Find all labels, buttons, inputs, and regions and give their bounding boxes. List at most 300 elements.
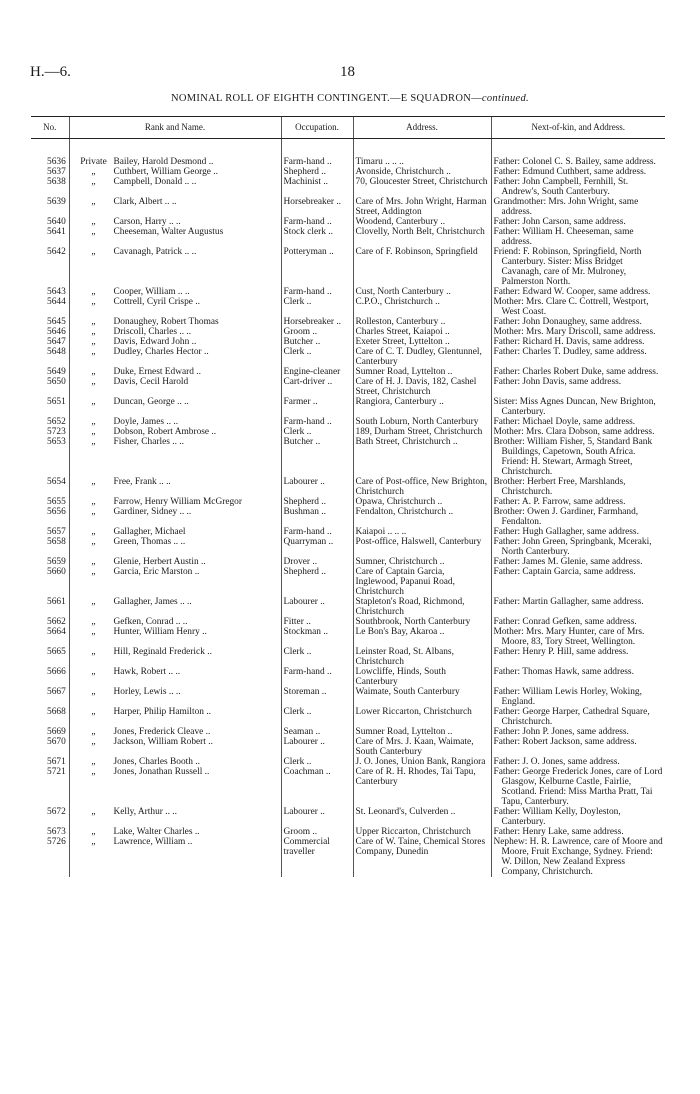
address-cell: J. O. Jones, Union Bank, Rangiora: [353, 757, 491, 767]
occupation-cell: Clerk ..: [281, 297, 353, 317]
next-of-kin-cell: Nephew: H. R. Lawrence, care of Moore and Moore, Fruit Exchange, Sydney. Friend: W. Dillon, New Zealand Express Company, Christchurch.: [491, 837, 665, 877]
name-text: Cooper, William .. ..: [113, 287, 190, 297]
occupation-cell: Farm-hand ..: [281, 157, 353, 167]
entry-number-cell: 5723: [47, 427, 66, 437]
name-text: Carson, Harry .. ..: [113, 217, 181, 227]
address-cell: Fendalton, Christchurch ..: [353, 507, 491, 527]
rank-text: „: [91, 537, 96, 547]
address-cell: Care of H. J. Davis, 182, Cashel Street, Christchurch: [353, 377, 491, 397]
rank-and-name-cell: [69, 707, 281, 727]
rank-text: „: [91, 707, 96, 717]
entry-number-cell: 5652: [47, 417, 66, 427]
entry-number-cell: 5665: [47, 647, 66, 657]
occupation-cell: Clerk ..: [281, 757, 353, 767]
occupation-cell: Engine-cleaner: [281, 367, 353, 377]
entry-number-cell: 5654: [47, 477, 66, 487]
name-text: Gallagher, Michael: [113, 527, 186, 537]
address-cell: Timaru .. .. ..: [353, 157, 491, 167]
table-row: [31, 287, 665, 297]
name-text: Jones, Jonathan Russell ..: [113, 767, 210, 777]
col-header-address: Address.: [353, 117, 491, 139]
rank-and-name-cell: [69, 217, 281, 227]
entry-number-cell: 5647: [47, 337, 66, 347]
entry-number-cell: 5662: [47, 617, 66, 627]
name-text: Gallagher, James .. ..: [113, 597, 192, 607]
entry-number-cell: 5664: [47, 627, 66, 637]
next-of-kin-cell: Father: John Campbell, Fernhill, St. Andrew's, South Canterbury.: [491, 177, 665, 197]
table-row: [31, 157, 665, 167]
next-of-kin-cell: Sister: Miss Agnes Duncan, New Brighton, Canterbury.: [491, 397, 665, 417]
table-row: [31, 837, 665, 877]
next-of-kin-cell: Father: Captain Garcia, same address.: [491, 567, 665, 597]
occupation-cell: Farm-hand ..: [281, 527, 353, 537]
address-cell: Waimate, South Canterbury: [353, 687, 491, 707]
entry-number-cell: 5646: [47, 327, 66, 337]
name-text: Fisher, Charles .. ..: [113, 437, 184, 447]
rank-text: „: [91, 437, 96, 447]
occupation-cell: Farm-hand ..: [281, 287, 353, 297]
rank-and-name-cell: [69, 597, 281, 617]
rank-text: „: [91, 427, 96, 437]
name-text: Clark, Albert .. ..: [113, 197, 177, 207]
rank-text: „: [91, 837, 96, 847]
next-of-kin-cell: Brother: Herbert Free, Marshlands, Christchurch.: [491, 477, 665, 497]
title-continued: continued.: [481, 93, 529, 104]
rank-and-name-cell: [69, 167, 281, 177]
title-text: NOMINAL ROLL OF EIGHTH CONTINGENT.—E SQUADRON—: [171, 93, 482, 104]
name-text: Cuthbert, William George ..: [113, 167, 218, 177]
occupation-cell: Stock clerk ..: [281, 227, 353, 247]
occupation-cell: Commercial traveller: [281, 837, 353, 877]
table-row: [31, 167, 665, 177]
entry-number-cell: 5650: [47, 377, 66, 387]
entry-number-cell: 5655: [47, 497, 66, 507]
rank-and-name-cell: [69, 567, 281, 597]
entry-number-cell: 5657: [47, 527, 66, 537]
header-spacer: [31, 139, 665, 158]
occupation-cell: Storeman ..: [281, 687, 353, 707]
rank-and-name-cell: [69, 527, 281, 537]
address-cell: Stapleton's Road, Richmond, Christchurch: [353, 597, 491, 617]
rank-and-name-cell: [69, 757, 281, 767]
occupation-cell: Shepherd ..: [281, 167, 353, 177]
rank-and-name-cell: [69, 617, 281, 627]
next-of-kin-cell: Mother: Mrs. Clara Dobson, same address.: [491, 427, 665, 437]
occupation-cell: Labourer ..: [281, 737, 353, 757]
rank-and-name-cell: [69, 737, 281, 757]
nominal-roll-table: [31, 116, 665, 877]
address-cell: Care of W. Taine, Chemical Stores Company, Dunedin: [353, 837, 491, 877]
table-row: [31, 757, 665, 767]
table-body: [31, 139, 665, 878]
address-cell: Opawa, Christchurch ..: [353, 497, 491, 507]
address-cell: Exeter Street, Lyttelton ..: [353, 337, 491, 347]
table-row: [31, 707, 665, 727]
address-cell: South Loburn, North Canterbury: [353, 417, 491, 427]
address-cell: Le Bon's Bay, Akaroa ..: [353, 627, 491, 647]
name-text: Green, Thomas .. ..: [113, 537, 186, 547]
name-text: Hill, Reginald Frederick ..: [113, 647, 212, 657]
name-text: Farrow, Henry William McGregor: [113, 497, 242, 507]
entry-number-cell: 5645: [47, 317, 66, 327]
entry-number-cell: 5639: [47, 197, 66, 207]
next-of-kin-cell: Brother: William Fisher, 5, Standard Bank Buildings, Capetown, South Africa. Friend: H. Stewart, Armagh Street, Christchurch.: [491, 437, 665, 477]
entry-number-cell: 5660: [47, 567, 66, 577]
name-text: Jones, Frederick Cleave ..: [113, 727, 211, 737]
entry-number-cell: 5643: [47, 287, 66, 297]
table-row: [31, 437, 665, 477]
entry-number-cell: 5667: [47, 687, 66, 697]
next-of-kin-cell: Father: Henry P. Hill, same address.: [491, 647, 665, 667]
rank-and-name-cell: [69, 297, 281, 317]
address-cell: Care of F. Robinson, Springfield: [353, 247, 491, 287]
entry-number-cell: 5671: [47, 757, 66, 767]
table-row: [31, 347, 665, 367]
occupation-cell: Potteryman ..: [281, 247, 353, 287]
table-row: [31, 667, 665, 687]
rank-and-name-cell: [69, 427, 281, 437]
address-cell: 70, Gloucester Street, Christchurch: [353, 177, 491, 197]
entry-number-cell: 5721: [47, 767, 66, 777]
occupation-cell: Fitter ..: [281, 617, 353, 627]
name-text: Hunter, William Henry ..: [113, 627, 207, 637]
entry-number-cell: 5638: [47, 177, 66, 187]
rank-text: „: [91, 347, 96, 357]
table-row: [31, 377, 665, 397]
name-text: Harper, Philip Hamilton ..: [113, 707, 212, 717]
address-cell: 189, Durham Street, Christchurch: [353, 427, 491, 437]
address-cell: C.P.O., Christchurch ..: [353, 297, 491, 317]
address-cell: Lowcliffe, Hinds, South Canterbury: [353, 667, 491, 687]
name-text: Cottrell, Cyril Crispe ..: [113, 297, 200, 307]
rank-text: „: [91, 377, 96, 387]
entry-number-cell: 5669: [47, 727, 66, 737]
occupation-cell: Butcher ..: [281, 337, 353, 347]
rank-text: „: [91, 647, 96, 657]
name-text: Cavanagh, Patrick .. ..: [113, 247, 197, 257]
next-of-kin-cell: Father: Charles T. Dudley, same address.: [491, 347, 665, 367]
occupation-cell: Horsebreaker ..: [281, 317, 353, 327]
table-row: [31, 177, 665, 197]
rank-text: „: [91, 477, 96, 487]
section-code: H.—6.: [30, 64, 71, 80]
rank-and-name-cell: [69, 667, 281, 687]
table-row: [31, 687, 665, 707]
rank-and-name-cell: [69, 537, 281, 557]
name-text: Duke, Ernest Edward ..: [113, 367, 201, 377]
next-of-kin-cell: Mother: Mrs. Clare C. Cottrell, Westport, West Coast.: [491, 297, 665, 317]
address-cell: Care of Post-office, New Brighton, Christchurch: [353, 477, 491, 497]
occupation-cell: Stockman ..: [281, 627, 353, 647]
table-row: [31, 557, 665, 567]
name-text: Jones, Charles Booth ..: [113, 757, 200, 767]
page-number: 18: [340, 64, 355, 80]
address-cell: Sumner Road, Lyttelton ..: [353, 367, 491, 377]
rank-text: „: [91, 227, 96, 237]
entry-number-cell: 5668: [47, 707, 66, 717]
name-text: Free, Frank .. ..: [113, 477, 171, 487]
table-row: [31, 427, 665, 437]
rank-and-name-cell: [69, 157, 281, 167]
next-of-kin-cell: Mother: Mrs. Mary Driscoll, same address.: [491, 327, 665, 337]
entry-number-cell: 5644: [47, 297, 66, 307]
address-cell: Rangiora, Canterbury ..: [353, 397, 491, 417]
entry-number-cell: 5648: [47, 347, 66, 357]
address-cell: Care of R. H. Rhodes, Tai Tapu, Canterbury: [353, 767, 491, 807]
rank-and-name-cell: [69, 687, 281, 707]
rank-text: „: [91, 807, 96, 817]
rank-and-name-cell: [69, 327, 281, 337]
entry-number-cell: 5659: [47, 557, 66, 567]
name-text: Bailey, Harold Desmond ..: [113, 157, 214, 167]
rank-text: „: [91, 247, 96, 257]
rank-text: „: [91, 177, 96, 187]
next-of-kin-cell: Father: Michael Doyle, same address.: [491, 417, 665, 427]
address-cell: Lower Riccarton, Christchurch: [353, 707, 491, 727]
table-row: [31, 627, 665, 647]
rank-text: „: [91, 417, 96, 427]
entry-number-cell: 5641: [47, 227, 66, 237]
rank-and-name-cell: [69, 397, 281, 417]
next-of-kin-cell: Father: William H. Cheeseman, same address.: [491, 227, 665, 247]
name-text: Horley, Lewis .. ..: [113, 687, 181, 697]
name-text: Gardiner, Sidney .. ..: [113, 507, 192, 517]
rank-and-name-cell: [69, 287, 281, 297]
table-row: [31, 727, 665, 737]
occupation-cell: Cart-driver ..: [281, 377, 353, 397]
next-of-kin-cell: Friend: F. Robinson, Springfield, North Canterbury. Sister: Miss Bridget Cavanagh, care of Mr. Mulroney, Palmerston North.: [491, 247, 665, 287]
next-of-kin-cell: Father: Edmund Cuthbert, same address.: [491, 167, 665, 177]
address-cell: Woodend, Canterbury ..: [353, 217, 491, 227]
rank-and-name-cell: [69, 377, 281, 397]
entry-number-cell: 5670: [47, 737, 66, 747]
rank-text: „: [91, 557, 96, 567]
rank-and-name-cell: [69, 197, 281, 217]
next-of-kin-cell: Father: George Frederick Jones, care of Lord Glasgow, Kelburne Castle, Fairlie, Scotland. Friend: Miss Martha Pratt, Tai Tapu, Canterbury.: [491, 767, 665, 807]
name-text: Garcia, Eric Marston ..: [113, 567, 200, 577]
occupation-cell: Farmer ..: [281, 397, 353, 417]
name-text: Driscoll, Charles .. ..: [113, 327, 192, 337]
rank-text: „: [91, 197, 96, 207]
address-cell: Sumner, Christchurch ..: [353, 557, 491, 567]
table-row: [31, 807, 665, 827]
next-of-kin-cell: Father: John Carson, same address.: [491, 217, 665, 227]
entry-number-cell: 5672: [47, 807, 66, 817]
entry-number-cell: 5642: [47, 247, 66, 257]
occupation-cell: Coachman ..: [281, 767, 353, 807]
next-of-kin-cell: Father: Richard H. Davis, same address.: [491, 337, 665, 347]
rank-text: „: [91, 617, 96, 627]
name-text: Campbell, Donald .. ..: [113, 177, 197, 187]
rank-text: „: [91, 287, 96, 297]
entry-number-cell: 5649: [47, 367, 66, 377]
rank-and-name-cell: [69, 837, 281, 877]
address-cell: Care of Captain Garcia, Inglewood, Papanui Road, Christchurch: [353, 567, 491, 597]
rank-and-name-cell: [69, 347, 281, 367]
table-row: [31, 537, 665, 557]
rank-and-name-cell: [69, 247, 281, 287]
next-of-kin-cell: Father: John P. Jones, same address.: [491, 727, 665, 737]
occupation-cell: Groom ..: [281, 827, 353, 837]
occupation-cell: Clerk ..: [281, 707, 353, 727]
rank-text: „: [91, 507, 96, 517]
name-text: Kelly, Arthur .. ..: [113, 807, 177, 817]
entry-number-cell: 5636: [47, 157, 66, 167]
next-of-kin-cell: Father: William Lewis Horley, Woking, England.: [491, 687, 665, 707]
rank-and-name-cell: [69, 507, 281, 527]
address-cell: Care of Mrs. J. Kaan, Waimate, South Canterbury: [353, 737, 491, 757]
rank-and-name-cell: [69, 767, 281, 807]
entry-number-cell: 5640: [47, 217, 66, 227]
rank-text: „: [91, 757, 96, 767]
table-row: [31, 497, 665, 507]
name-text: Dudley, Charles Hector ..: [113, 347, 209, 357]
col-header-kin: Next-of-kin, and Address.: [491, 117, 665, 139]
address-cell: Avonside, Christchurch ..: [353, 167, 491, 177]
address-cell: Bath Street, Christchurch ..: [353, 437, 491, 477]
col-header-occupation: Occupation.: [281, 117, 353, 139]
table-row: [31, 367, 665, 377]
rank-and-name-cell: [69, 417, 281, 427]
address-cell: Leinster Road, St. Albans, Christchurch: [353, 647, 491, 667]
next-of-kin-cell: Father: James M. Glenie, same address.: [491, 557, 665, 567]
next-of-kin-cell: Mother: Mrs. Mary Hunter, care of Mrs. Moore, 83, Tory Street, Wellington.: [491, 627, 665, 647]
occupation-cell: Clerk ..: [281, 347, 353, 367]
rank-and-name-cell: [69, 827, 281, 837]
name-text: Lake, Walter Charles ..: [113, 827, 200, 837]
occupation-cell: Groom ..: [281, 327, 353, 337]
name-text: Davis, Cecil Harold: [113, 377, 189, 387]
table-row: [31, 567, 665, 597]
rank-text: Private: [80, 157, 107, 167]
name-text: Gefken, Conrad .. ..: [113, 617, 188, 627]
table-row: [31, 227, 665, 247]
rank-text: „: [91, 737, 96, 747]
next-of-kin-cell: Father: George Harper, Cathedral Square, Christchurch.: [491, 707, 665, 727]
entry-number-cell: 5666: [47, 667, 66, 677]
rank-text: „: [91, 567, 96, 577]
table-row: [31, 597, 665, 617]
rank-text: „: [91, 527, 96, 537]
next-of-kin-cell: Father: Robert Jackson, same address.: [491, 737, 665, 757]
rank-text: „: [91, 687, 96, 697]
rank-and-name-cell: [69, 437, 281, 477]
rank-text: „: [91, 397, 96, 407]
next-of-kin-cell: Father: John Donaughey, same address.: [491, 317, 665, 327]
rank-and-name-cell: [69, 317, 281, 327]
table-row: [31, 247, 665, 287]
rank-and-name-cell: [69, 627, 281, 647]
table-row: [31, 617, 665, 627]
address-cell: St. Leonard's, Culverden ..: [353, 807, 491, 827]
occupation-cell: Farm-hand ..: [281, 417, 353, 427]
table-row: [31, 647, 665, 667]
occupation-cell: Seaman ..: [281, 727, 353, 737]
next-of-kin-cell: Father: Thomas Hawk, same address.: [491, 667, 665, 687]
address-cell: Post-office, Halswell, Canterbury: [353, 537, 491, 557]
occupation-cell: Labourer ..: [281, 807, 353, 827]
next-of-kin-cell: Father: Charles Robert Duke, same address.: [491, 367, 665, 377]
rank-text: „: [91, 627, 96, 637]
name-text: Davis, Edward John ..: [113, 337, 197, 347]
rank-text: „: [91, 827, 96, 837]
page-title: [0, 93, 700, 104]
rank-text: „: [91, 327, 96, 337]
rank-text: „: [91, 297, 96, 307]
rank-text: „: [91, 767, 96, 777]
rank-text: „: [91, 667, 96, 677]
occupation-cell: Bushman ..: [281, 507, 353, 527]
rank-text: „: [91, 337, 96, 347]
table-row: [31, 477, 665, 497]
occupation-cell: Farm-hand ..: [281, 667, 353, 687]
table-row: [31, 767, 665, 807]
rank-and-name-cell: [69, 647, 281, 667]
name-text: Duncan, George .. ..: [113, 397, 189, 407]
name-text: Hawk, Robert .. ..: [113, 667, 181, 677]
address-cell: Charles Street, Kaiapoi ..: [353, 327, 491, 337]
occupation-cell: Clerk ..: [281, 427, 353, 437]
entry-number-cell: 5673: [47, 827, 66, 837]
next-of-kin-cell: Father: Henry Lake, same address.: [491, 827, 665, 837]
entry-number-cell: 5661: [47, 597, 66, 607]
occupation-cell: Quarryman ..: [281, 537, 353, 557]
address-cell: Sumner Road, Lyttelton ..: [353, 727, 491, 737]
occupation-cell: Drover ..: [281, 557, 353, 567]
rank-text: „: [91, 367, 96, 377]
next-of-kin-cell: Father: Martin Gallagher, same address.: [491, 597, 665, 617]
next-of-kin-cell: Father: J. O. Jones, same address.: [491, 757, 665, 767]
table-row: [31, 527, 665, 537]
name-text: Glenie, Herbert Austin ..: [113, 557, 206, 567]
rank-text: „: [91, 217, 96, 227]
next-of-kin-cell: Father: Hugh Gallagher, same address.: [491, 527, 665, 537]
table-row: [31, 197, 665, 217]
occupation-cell: Horsebreaker ..: [281, 197, 353, 217]
table-row: [31, 737, 665, 757]
table-row: [31, 827, 665, 837]
col-header-name: Rank and Name.: [69, 117, 281, 139]
entry-number-cell: 5653: [47, 437, 66, 447]
address-cell: Care of Mrs. John Wright, Harman Street, Addington: [353, 197, 491, 217]
entry-number-cell: 5658: [47, 537, 66, 547]
rank-and-name-cell: [69, 367, 281, 377]
rank-and-name-cell: [69, 337, 281, 347]
name-text: Donaughey, Robert Thomas: [113, 317, 219, 327]
occupation-cell: Labourer ..: [281, 597, 353, 617]
rank-and-name-cell: [69, 557, 281, 567]
name-text: Lawrence, William ..: [113, 837, 193, 847]
name-text: Doyle, James .. ..: [113, 417, 179, 427]
occupation-cell: Shepherd ..: [281, 497, 353, 507]
address-cell: Cust, North Canterbury ..: [353, 287, 491, 297]
next-of-kin-cell: Father: John Green, Springbank, Mceraki, North Canterbury.: [491, 537, 665, 557]
address-cell: Kaiapoi .. .. ..: [353, 527, 491, 537]
rank-text: „: [91, 317, 96, 327]
table-row: [31, 317, 665, 327]
occupation-cell: Machinist ..: [281, 177, 353, 197]
rank-and-name-cell: [69, 727, 281, 737]
rank-and-name-cell: [69, 497, 281, 507]
rank-text: „: [91, 497, 96, 507]
entry-number-cell: 5726: [47, 837, 66, 847]
table-row: [31, 417, 665, 427]
rank-text: „: [91, 167, 96, 177]
table-row: [31, 217, 665, 227]
address-cell: Care of C. T. Dudley, Glentunnel, Canterbury: [353, 347, 491, 367]
rank-and-name-cell: [69, 227, 281, 247]
table-row: [31, 337, 665, 347]
